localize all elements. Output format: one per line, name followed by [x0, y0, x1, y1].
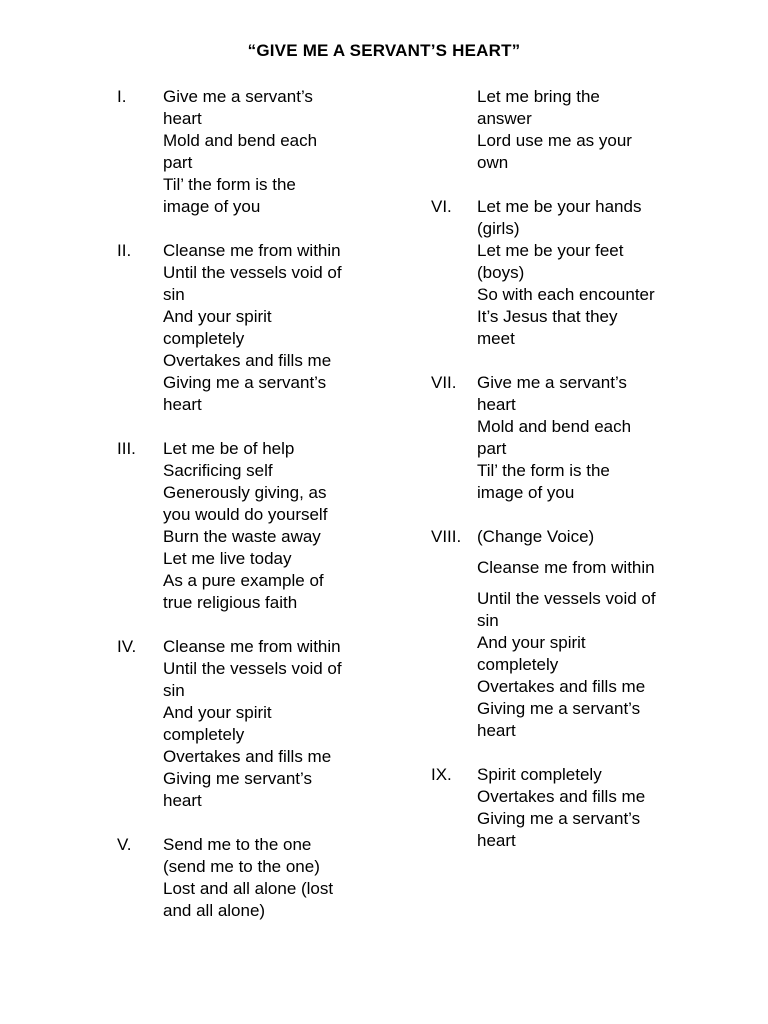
lyric-line: Let me be your hands [477, 197, 642, 216]
lyric-line: (boys) [477, 263, 525, 282]
lyric-line: (send me to the one) [163, 857, 320, 876]
lyric-line: Overtakes and fills me [163, 747, 332, 766]
lyric-line: As a pure example of [163, 571, 324, 590]
stanza-7 [431, 372, 751, 504]
lyric-line: heart [163, 109, 202, 128]
lyric-line: heart [477, 831, 516, 850]
lyric-line: Cleanse me from within [477, 558, 655, 577]
lyric-line: sin [163, 285, 185, 304]
lyric-line: Lost and all alone (lost [163, 879, 334, 898]
stanza-number: VII. [431, 373, 457, 392]
lyric-line: heart [477, 395, 516, 414]
lyric-line: completely [163, 329, 245, 348]
lyric-line: Let me be your feet [477, 241, 624, 260]
lyric-line: you would do yourself [163, 505, 328, 524]
stanza-number: VI. [431, 197, 452, 216]
stanza-5-continued [477, 86, 751, 174]
lyric-line: It’s Jesus that they [477, 307, 618, 326]
lyric-line: Til’ the form is the [477, 461, 610, 480]
stanza-2 [117, 240, 407, 416]
song-title: “GIVE ME A SERVANT’S HEART” [247, 41, 521, 60]
stanza-lines [477, 764, 751, 852]
lyric-line: true religious faith [163, 593, 298, 612]
stanza-5 [117, 834, 407, 922]
lyric-line: Let me be of help [163, 439, 295, 458]
lyric-line: Giving me a servant’s [477, 809, 641, 828]
stanza-9 [431, 764, 751, 852]
lyric-line: And your spirit [163, 703, 272, 722]
lyric-line: sin [163, 681, 185, 700]
lyric-line: Overtakes and fills me [477, 787, 646, 806]
lyric-line: (girls) [477, 219, 520, 238]
lyric-line: meet [477, 329, 515, 348]
stanza-lines [477, 372, 751, 504]
lyric-line: Overtakes and fills me [477, 677, 646, 696]
lyric-line: heart [477, 721, 516, 740]
stanza-number: VIII. [431, 527, 462, 546]
lyric-line: Cleanse me from within [163, 241, 341, 260]
stanza-lines [163, 438, 407, 614]
lyric-line: (Change Voice) [477, 527, 595, 546]
stanza-number: IX. [431, 765, 452, 784]
lyric-line: And your spirit [163, 307, 272, 326]
lyric-line: and all alone) [163, 901, 266, 920]
lyric-line: Give me a servant’s [163, 87, 313, 106]
stanza-8 [431, 526, 751, 742]
stanza-lines [163, 86, 407, 218]
lyric-line: own [477, 153, 509, 172]
stanza-lines [163, 240, 407, 416]
stanza-number: IV. [117, 637, 137, 656]
stanza-lines [163, 636, 407, 812]
lyric-line: completely [477, 655, 559, 674]
lyric-line: Until the vessels void of [163, 263, 342, 282]
lyric-line: Giving me a servant’s [163, 373, 327, 392]
lyric-line: Send me to the one [163, 835, 312, 854]
stanza-number: V. [117, 835, 132, 854]
stanza-6 [431, 196, 751, 350]
lyric-line: Let me bring the [477, 87, 600, 106]
lyric-line: part [163, 153, 193, 172]
lyric-line: answer [477, 109, 532, 128]
left-column [117, 86, 407, 944]
lyric-line: sin [477, 611, 499, 630]
right-column [431, 86, 751, 874]
lyric-line: Until the vessels void of [163, 659, 342, 678]
stanza-4 [117, 636, 407, 812]
lyric-line: part [477, 439, 507, 458]
lyric-line: image of you [477, 483, 575, 502]
lyric-line: Spirit completely [477, 765, 602, 784]
lyric-line: So with each encounter [477, 285, 655, 304]
lyric-line: Lord use me as your [477, 131, 632, 150]
lyric-line: Mold and bend each [163, 131, 318, 150]
stanza-number: I. [117, 87, 127, 106]
lyric-line: Until the vessels void of [477, 589, 656, 608]
lyric-line: Giving me servant’s [163, 769, 312, 788]
lyric-line: Mold and bend each [477, 417, 632, 436]
stanza-lines [477, 196, 751, 350]
lyric-line: heart [163, 791, 202, 810]
lyric-line: image of you [163, 197, 261, 216]
lyric-line: Let me live today [163, 549, 292, 568]
stanza-number: II. [117, 241, 132, 260]
lyric-line: Overtakes and fills me [163, 351, 332, 370]
stanza-number: III. [117, 439, 136, 458]
lyric-line: Generously giving, as [163, 483, 327, 502]
lyric-line: Sacrificing self [163, 461, 273, 480]
lyric-line: Burn the waste away [163, 527, 321, 546]
lyric-line: completely [163, 725, 245, 744]
stanza-lines [477, 526, 751, 742]
stanza-lines [163, 834, 407, 922]
lyric-line: heart [163, 395, 202, 414]
lyric-line: Cleanse me from within [163, 637, 341, 656]
lyric-line: Give me a servant’s [477, 373, 627, 392]
stanza-lines [477, 86, 751, 174]
lyric-line: And your spirit [477, 633, 586, 652]
lyric-line: Giving me a servant’s [477, 699, 641, 718]
stanza-3 [117, 438, 407, 614]
stanza-1 [117, 86, 407, 218]
lyric-line: Til’ the form is the [163, 175, 296, 194]
